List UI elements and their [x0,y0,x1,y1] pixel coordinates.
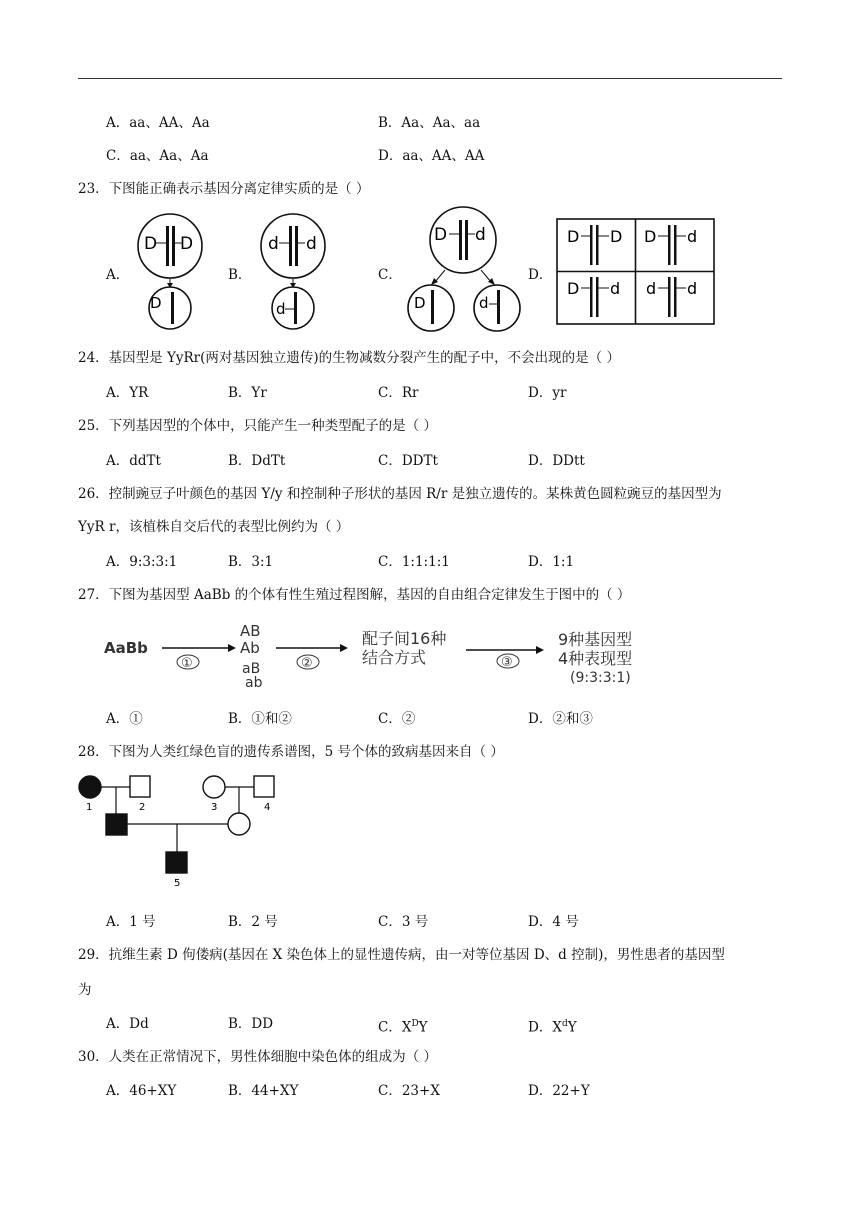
q26-option-d: D．1:1 [528,554,575,570]
q29-option-a: A．Dd [106,1016,149,1032]
q23-a-bottom: D [150,294,162,312]
q25-option-b: B．DdTt [228,453,286,469]
q26-option-b: B．3:1 [228,554,274,570]
q25-option-d: D．DDtt [528,453,585,469]
q25-option-c: C．DDTt [378,453,438,469]
pedigree-label-4: 4 [264,802,271,813]
q23-d-cell-5: D [567,279,580,298]
q22-option-d: D．aa、AA、AA [378,148,485,164]
q29-stem-line2: 为 [78,982,92,998]
q23-figure-a [130,212,210,330]
q23-label-d: D． [528,267,553,283]
q24-option-c: C．Rr [378,385,419,401]
q29-option-d: D．$X^dY$ [528,1019,577,1036]
q23-figure-d [557,219,715,325]
q28-stem: 28．下图为人类红绿色盲的遗传系谱图，5 号个体的致病基因来自（ ） [78,744,504,760]
q27-fig-gamete-4: ab [245,675,263,691]
q23-c-top-right: d [475,225,486,245]
q28-option-c: C．3 号 [378,914,429,930]
q23-d-cell-2: D [610,227,623,246]
q27-fig-end-2: 4种表现型 [558,649,633,668]
q27-fig-end-1: 9种基因型 [558,630,633,649]
q23-label-a: A． [106,267,130,283]
q23-a-top-left: D [144,234,158,254]
q30-option-a: A．46+XY [106,1083,177,1099]
header-rule [78,78,782,79]
q27-fig-step3: ③ [501,655,513,670]
q27-fig-step2: ② [301,656,313,671]
q23-a-top-right: D [180,234,194,254]
q27-fig-step1: ① [181,656,193,671]
q28-pedigree [76,772,286,892]
q27-fig-gamete-2: Ab [240,639,260,657]
q29-option-c: C．$X^DY$ [378,1019,428,1036]
q23-b-top-right: d [306,234,317,254]
q30-option-b: B．44+XY [228,1083,299,1099]
q28-option-a: A．1 号 [106,914,156,930]
q24-option-a: A．YR [106,385,149,401]
q23-stem: 23．下图能正确表示基因分离定律实质的是（ ） [78,181,370,197]
q27-option-d: D．②和③ [528,711,593,727]
q24-stem: 24．基因型是 YyRr(两对基因独立遗传)的生物减数分裂产生的配子中，不会出现的是（ ） [78,350,620,366]
q23-figure-c [405,208,525,333]
q22-option-c: C．aa、Aa、Aa [106,148,209,164]
q27-option-a: A．① [106,711,143,727]
q26-stem-line2: YyR r，该植株自交后代的表型比例约为（ ） [78,519,350,535]
q23-b-top-left: d [268,234,279,254]
q22-option-b: B．Aa、Aa、aa [378,115,481,131]
q27-fig-mid-2: 结合方式 [362,648,427,667]
q23-label-b: B． [228,267,252,283]
q26-stem-line1: 26．控制豌豆子叶颜色的基因 Y/y 和控制种子形状的基因 R/r 是独立遗传的。某株黄色圆粒豌豆的基因型为 [78,486,722,502]
pedigree-label-5: 5 [174,878,181,889]
q25-stem: 25．下列基因型的个体中，只能产生一种类型配子的是（ ） [78,418,437,434]
q23-d-cell-6: d [610,279,621,298]
q23-c-top-left: D [434,225,448,245]
q26-option-a: A．9:3:3:1 [106,554,178,570]
q23-d-cell-3: D [644,227,657,246]
q27-fig-gamete-1: AB [240,622,261,640]
q23-d-cell-4: d [687,227,698,246]
q22-option-a: A．aa、AA、Aa [106,115,210,131]
q27-fig-gamete-3: aB [242,661,261,677]
q24-option-d: D．yr [528,385,567,401]
q23-c-bottom-left: D [414,294,426,312]
q28-option-b: B．2 号 [228,914,278,930]
q30-option-d: D．22+Y [528,1083,590,1099]
q27-fig-start: AaBb [104,639,148,657]
q23-d-cell-8: d [687,279,698,298]
q24-option-b: B．Yr [228,385,267,401]
q23-d-cell-7: d [646,279,657,298]
q23-label-c: C． [378,267,402,283]
q23-figure-b [255,212,335,330]
q28-option-d: D．4 号 [528,914,579,930]
q23-c-bottom-right: d [479,294,489,312]
q26-option-c: C．1:1:1:1 [378,554,450,570]
q27-fig-end-3: (9:3:3:1) [570,670,631,686]
pedigree-label-2: 2 [139,802,146,813]
q30-option-c: C．23+X [378,1083,440,1099]
q30-stem: 30．人类在正常情况下，男性体细胞中染色体的组成为（ ） [78,1049,437,1065]
pedigree-label-3: 3 [211,802,218,813]
pedigree-label-1: 1 [86,802,93,813]
q27-fig-mid-1: 配子间16种 [362,629,447,648]
q27-option-c: C．② [378,711,416,727]
q25-option-a: A．ddTt [106,453,161,469]
q23-b-bottom: d [276,300,286,318]
q27-option-b: B．①和② [228,711,292,727]
q27-stem: 27．下图为基因型 AaBb 的个体有性生殖过程图解，基因的自由组合定律发生于图中的（ ） [78,587,631,603]
q29-option-b: B．DD [228,1016,274,1032]
q27-figure [104,620,664,692]
q23-d-cell-1: D [567,227,580,246]
q29-stem-line1: 29．抗维生素 D 佝偻病(基因在 X 染色体上的显性遗传病，由一对等位基因 D、d 控制)，男性患者的基因型 [78,947,725,963]
